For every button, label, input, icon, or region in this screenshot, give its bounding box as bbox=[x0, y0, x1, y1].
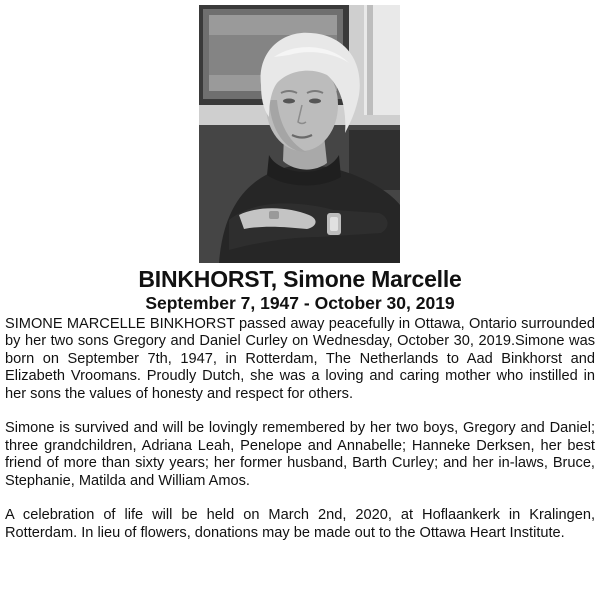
obituary-paragraph: SIMONE MARCELLE BINKHORST passed away peacefully in Ottawa, Ontario surrounded by her two sons Gregory and Daniel Curley on Wednesday, October 30, 2019.Simone was born on September 7th, 1947, in Rotterdam, The Netherlands to Aad Binkhorst and Elizabeth Vroomans. Proudly Dutch, she was a loving and caring mother who instilled in her sons the values of honesty and respect for others. bbox=[5, 316, 595, 402]
obituary-body bbox=[5, 316, 595, 542]
obituary-paragraph: A celebration of life will be held on March 2nd, 2020, at Hoflaankerk in Kralingen, Rotterdam. In lieu of flowers, donations may be made out to the Ottawa Heart Institute. bbox=[5, 507, 595, 541]
obituary-dates: September 7, 1947 - October 30, 2019 bbox=[145, 293, 455, 313]
portrait-photo bbox=[199, 5, 400, 263]
obituary-paragraph: Simone is survived and will be lovingly remembered by her two boys, Gregory and Daniel; three grandchildren, Adriana Leah, Penelope and Annabelle; Hanneke Derksen, her best friend of more than sixty years; her former husband, Barth Curley; and her in-laws, Bruce, Stephanie, Matilda and William Amos. bbox=[5, 420, 595, 489]
obituary-name: BINKHORST, Simone Marcelle bbox=[138, 266, 462, 292]
